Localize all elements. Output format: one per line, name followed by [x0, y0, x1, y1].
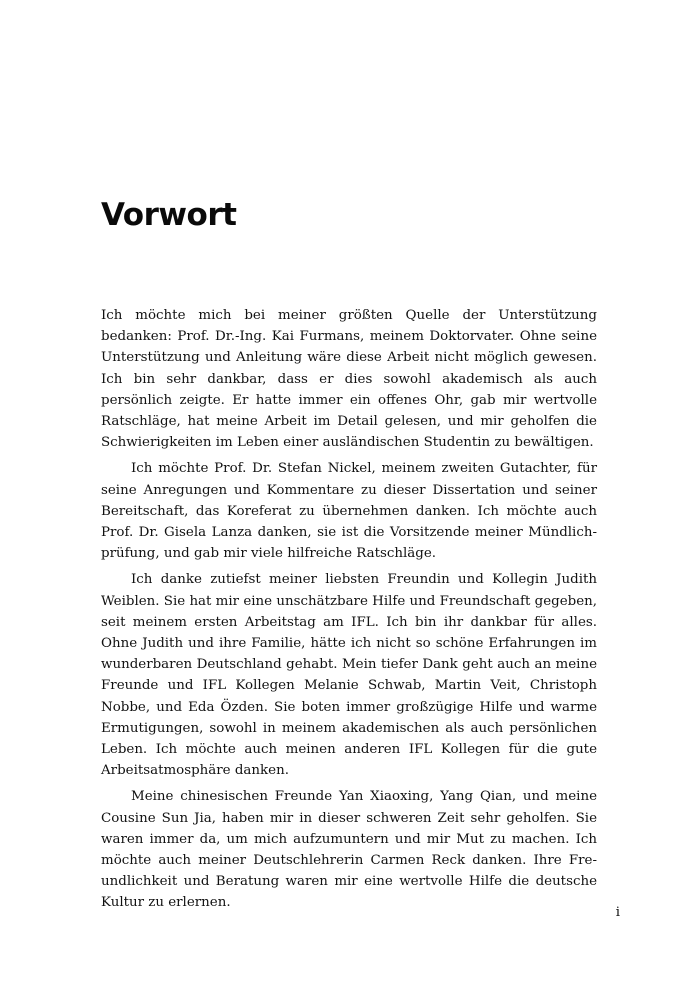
chapter-title: Vorwort	[101, 197, 237, 233]
paragraph-acknowledgement-colleagues: Ich danke zutiefst meiner liebsten Freundin und Kollegin Judith Weiblen. Sie hat mir eine unschätzbare Hilfe und Freundschaft gegeben, seit meinem ersten Arbeitstag am IFL. Ich bin ihr dankbar für alles. Ohne Judith und ihre Familie, hätte ich nicht so schöne Erfahrungen im wunderbaren Deutschland gehabt. Mein tiefer Dank geht auch an meine Freunde und IFL Kollegen Melanie Schwab, Martin Veit, Christoph Nobbe, und Eda Özden. Sie boten immer großzügige Hilfe und warme Ermutigungen, sowohl in meinem akademischen als auch persönlichen Leben. Ich möchte auch meinen anderen IFL Kollegen für die gute Arbeitsatmosphäre danken.	[101, 572, 597, 779]
page-number: i	[615, 905, 620, 920]
paragraph-acknowledgement-advisor: Ich möchte mich bei meiner größten Quelle der Unterstützung bedanken: Prof. Dr.-Ing. Kai Furmans, meinem Doktorvater. Ohne seine Unterstützung und Anleitung wäre diese Arbeit nicht möglich gewesen. Ich bin sehr dankbar, dass er dies sowohl akademisch als auch persönlich zeigte. Er hatte immer ein offenes Ohr, gab mir wertvolle Ratschläge, hat meine Arbeit im Detail gelesen, und mir geholfen die Schwierigkeiten im Leben einer ausländischen Studentin zu bewältigen.	[101, 308, 597, 451]
paragraph-acknowledgement-reviewers: Ich möchte Prof. Dr. Stefan Nickel, meinem zweiten Gutachter, für seine Anregungen und Kommentare zu dieser Dissertation und seiner Bereitschaft, das Koreferat zu übernehmen danken. Ich möchte auch Prof. Dr. Gisela Lanza danken, sie ist die Vorsitzende meiner Mündlichprüfung, und gab mir viele hilfreiche Ratschläge.	[101, 461, 597, 562]
body-text	[101, 305, 597, 919]
paragraph-acknowledgement-friends: Meine chinesischen Freunde Yan Xiaoxing, Yang Qian, und meine Cousine Sun Jia, haben mir in dieser schweren Zeit sehr geholfen. Sie waren immer da, um mich aufzumuntern und mir Mut zu machen. Ich möchte auch meiner Deutschlehrerin Carmen Reck danken. Ihre Freundlichkeit und Beratung waren mir eine wertvolle Hilfe die deutsche Kultur zu erlernen.	[101, 789, 597, 911]
